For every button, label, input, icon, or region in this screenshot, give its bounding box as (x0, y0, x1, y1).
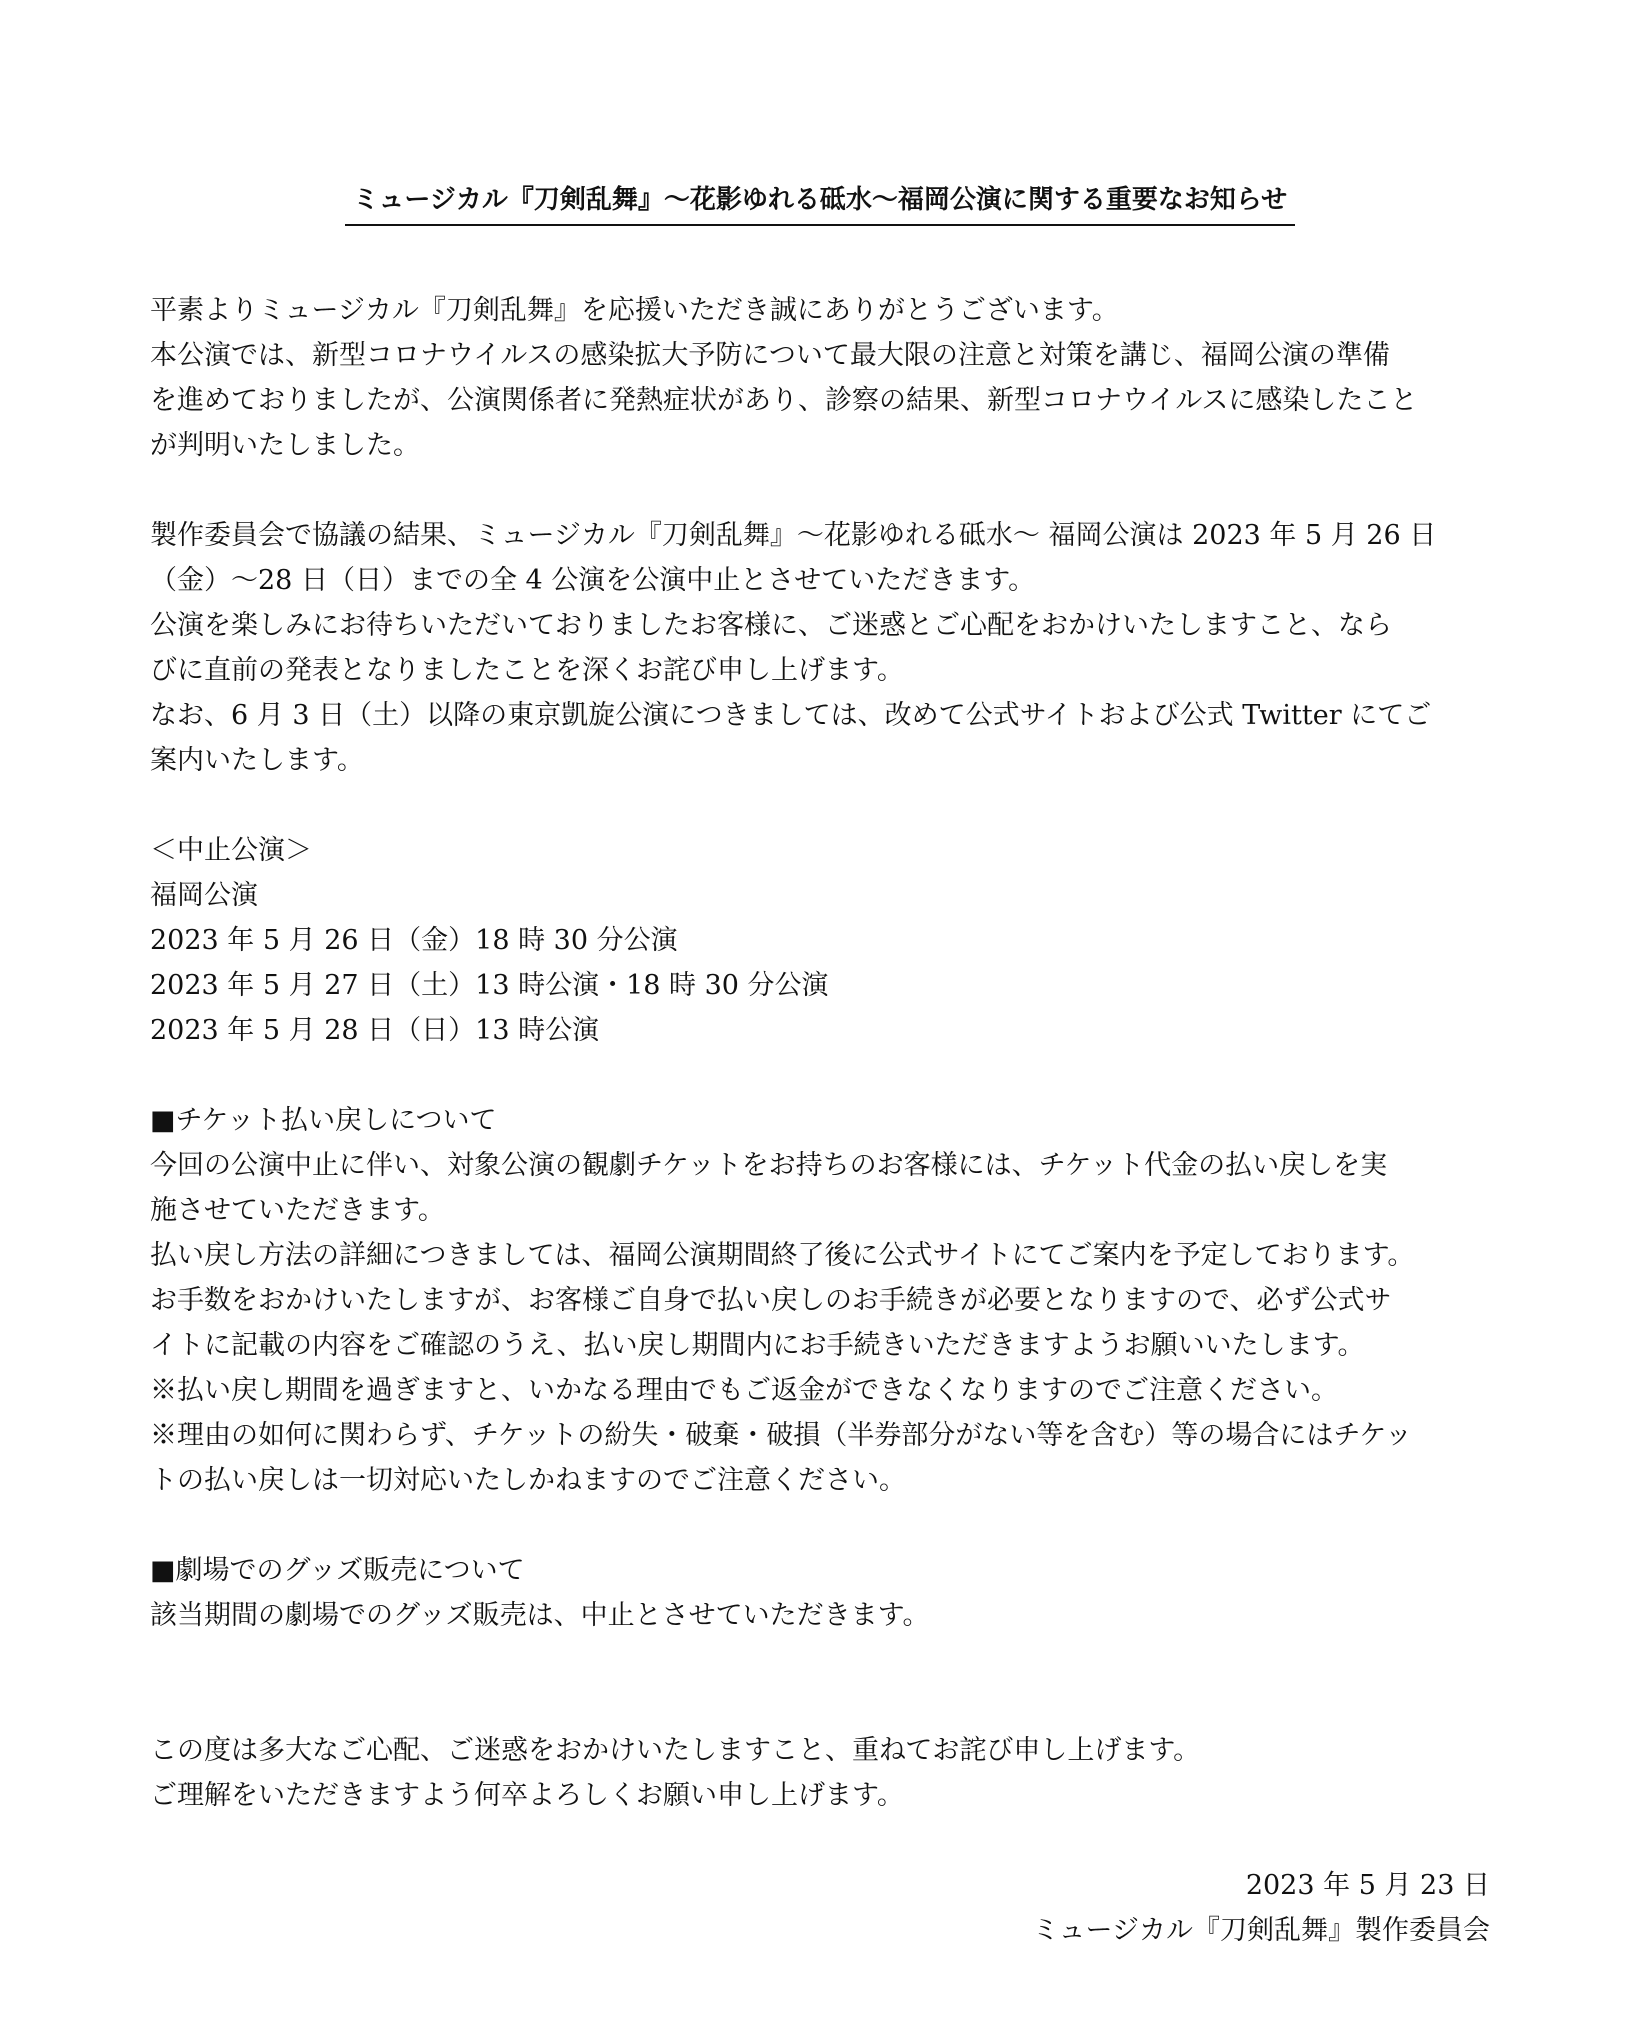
decision-line: 製作委員会で協議の結果、ミュージカル『刀剣乱舞』～花影ゆれる砥水～ 福岡公演は 2023 年 5 月 26 日 (150, 520, 1437, 551)
spacer (150, 783, 1490, 828)
spacer (150, 1818, 1490, 1863)
refund-line: お手数をおかけいたしますが、お客様ご自身で払い戻しのお手続きが必要となりますので、必ず公式サ (150, 1285, 1392, 1316)
decision-paragraph (150, 513, 1490, 783)
cancelled-section (150, 828, 1490, 1053)
decision-line: 公演を楽しみにお待ちいただいておりましたお客様に、ご迷惑とご心配をおかけいたしますこと、なら (150, 610, 1392, 641)
performance-item: 2023 年 5 月 27 日（土）13 時公演・18 時 30 分公演 (150, 970, 829, 1001)
intro-line: 本公演では、新型コロナウイルスの感染拡大予防について最大限の注意と対策を講じ、福岡公演の準備 (150, 340, 1390, 371)
refund-section (150, 1098, 1490, 1503)
spacer (150, 1503, 1490, 1548)
notice-title: ミュージカル『刀剣乱舞』～花影ゆれる砥水～福岡公演に関する重要なお知らせ (345, 180, 1295, 226)
decision-line: 案内いたします。 (150, 745, 364, 776)
spacer (150, 468, 1490, 513)
refund-line: ※払い戻し期間を過ぎますと、いかなる理由でもご返金ができなくなりますのでご注意ください。 (150, 1375, 1338, 1406)
closing-line: ご理解をいただきますよう何卒よろしくお願い申し上げます。 (150, 1780, 904, 1811)
cancelled-heading: ＜中止公演＞ (150, 835, 312, 866)
intro-paragraph (150, 288, 1490, 468)
refund-heading: ■チケット払い戻しについて (150, 1105, 497, 1136)
title-wrap (150, 180, 1490, 226)
intro-line: が判明いたしました。 (150, 430, 420, 461)
performance-item: 2023 年 5 月 26 日（金）18 時 30 分公演 (150, 925, 678, 956)
goods-heading: ■劇場でのグッズ販売について (150, 1555, 525, 1586)
refund-line: 払い戻し方法の詳細につきましては、福岡公演期間終了後に公式サイトにてご案内を予定しております。 (150, 1240, 1415, 1271)
refund-line: ※理由の如何に関わらず、チケットの紛失・破棄・破損（半券部分がない等を含む）等の場合にはチケッ (150, 1420, 1412, 1451)
refund-line: 今回の公演中止に伴い、対象公演の観劇チケットをお持ちのお客様には、チケット代金の払い戻しを実 (150, 1150, 1388, 1181)
intro-line: 平素よりミュージカル『刀剣乱舞』を応援いただき誠にありがとうございます。 (150, 295, 1119, 326)
notice-date: 2023 年 5 月 23 日 (1245, 1870, 1490, 1901)
closing-line: この度は多大なご心配、ご迷惑をおかけいたしますこと、重ねてお詫び申し上げます。 (150, 1735, 1201, 1766)
decision-line: びに直前の発表となりましたことを深くお詫び申し上げます。 (150, 655, 904, 686)
notice-document (150, 180, 1490, 1953)
goods-line: 該当期間の劇場でのグッズ販売は、中止とさせていただきます。 (150, 1600, 930, 1631)
refund-line: トの払い戻しは一切対応いたしかねますのでご注意ください。 (150, 1465, 906, 1496)
closing-paragraph (150, 1728, 1490, 1818)
goods-section (150, 1548, 1490, 1638)
signature-block (150, 1863, 1490, 1953)
spacer (150, 1053, 1490, 1098)
spacer (150, 1638, 1490, 1728)
refund-line: イトに記載の内容をご確認のうえ、払い戻し期間内にお手続きいただきますようお願いいたします。 (150, 1330, 1365, 1361)
decision-line: （金）～28 日（日）までの全 4 公演を公演中止とさせていただきます。 (150, 565, 1036, 596)
refund-line: 施させていただきます。 (150, 1195, 445, 1226)
intro-line: を進めておりましたが、公演関係者に発熱症状があり、診察の結果、新型コロナウイルスに感染したこと (150, 385, 1418, 416)
signature: ミュージカル『刀剣乱舞』製作委員会 (1032, 1915, 1490, 1946)
cancelled-venue: 福岡公演 (150, 880, 258, 911)
performance-item: 2023 年 5 月 28 日（日）13 時公演 (150, 1015, 600, 1046)
decision-line: なお、6 月 3 日（土）以降の東京凱旋公演につきましては、改めて公式サイトおよび公式 Twitter にてご (150, 700, 1432, 731)
